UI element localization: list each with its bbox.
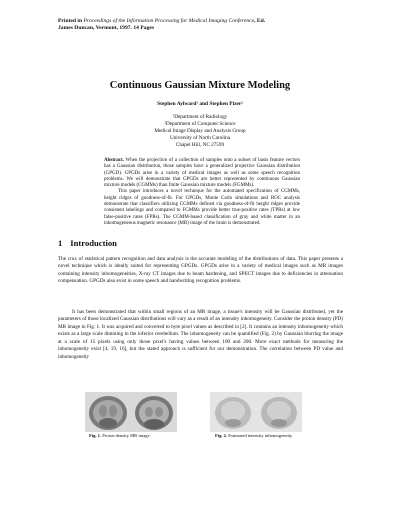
affiliation-line: University of North Carolina xyxy=(169,135,231,142)
body-paragraph xyxy=(58,256,343,286)
section-number: 1 xyxy=(58,238,63,248)
publication-note-line-2: James Duncan, Vermont, 1997. 14 Pages xyxy=(58,25,155,32)
abstract-text-1: When the projection of a collection of samples onto a subset of basis feature vectors has a Gaussian distribution, those samples have a generalized projective Gaussian distribution (GPGD). GPGDs arise in a variety of medical images as well as some speech recognition problems. We will demonstrate that GPGDs are better represented by continuous Gaussian mixture models (CGMMs) than finite Gaussian mixture models (FGMMs). xyxy=(104,158,300,189)
figure-2-inhomogeneity-image xyxy=(210,392,302,432)
body-paragraph xyxy=(58,309,343,361)
inhomogeneity-map-image xyxy=(210,392,302,432)
affiliation-line: Medical Image Display and Analysis Group xyxy=(154,128,246,135)
authors: Stephen Aylward¹ and Stephen Pizer² xyxy=(157,101,243,107)
figure-1-caption xyxy=(89,433,150,438)
affiliations xyxy=(0,114,400,149)
abstract-label: Abstract. xyxy=(104,158,124,163)
affiliation-line: ²Department of Computer Science xyxy=(164,121,236,128)
editor-label: , Ed. xyxy=(254,18,266,24)
proceedings-name: Proceedings of the Information Processing for Medical Imaging Conference xyxy=(83,18,255,24)
publication-note-line-1 xyxy=(58,18,358,25)
printed-in-label: Printed in xyxy=(58,18,83,24)
brain-mri-slices-image xyxy=(85,392,177,432)
figure-1-label: Fig. 1. xyxy=(89,433,102,438)
publication-note xyxy=(58,18,358,33)
figure-1-caption-text: Proton density MR image xyxy=(102,433,150,438)
figure-1-mri-image xyxy=(85,392,177,432)
body-paragraph-text: It has been demonstrated that within small regions of an MR image, a tissue's intensity will be Gaussian distributed, yet the parameters of those localized Gaussian distributions will vary as a result of an intensity inhomogeneity. Consider the proton density (PD) MR image in Fig. 1. It was acquired and converted to byte pixel values as described in [2]. It contains an intensity inhomogeneity which exists as a large scale dimming in the inferior cerebellum. The inhomogeneity can be quantified (Fig. 2) by Gaussian blurring the image at a scale of 15 pixels using only those pixel's having values between 100 and 200. More exact methods for measuring the inhomogeneity exist [4, 19, 16], but the stated approach is sufficient for our demonstration. The correlation between PD value and inhomogeneity xyxy=(58,309,343,360)
section-heading xyxy=(58,238,117,248)
body-paragraph-text: The crux of statistical pattern recognition and data analysis is the accurate modeling of the distributions of data. This paper presents a novel technique which is ideally suited for representing GPGDs. GPGDs arise in a variety of medical images such as MR images containing intensity inhomogeneities, X-ray CT images due to beam hardening, and SPECT images due to deficiencies in attenuation compensation. GPGDs also exist in some speech and handwriting recognition problems. xyxy=(58,256,343,285)
affiliation-line: Chapel Hill, NC 27599 xyxy=(175,142,225,149)
section-title: Introduction xyxy=(70,238,117,248)
affiliation-line: ¹Department of Radiology xyxy=(172,114,228,120)
figure-2-caption-text: Estimated intensity inhomogeneity xyxy=(228,433,293,438)
abstract xyxy=(104,158,300,227)
abstract-paragraph-1 xyxy=(104,158,300,189)
paper-title: Continuous Gaussian Mixture Modeling xyxy=(109,80,291,91)
abstract-paragraph-2: This paper introduces a novel technique for the automated specification of CGMMs, height ridges of goodness-of-fit. For GPGDs, Monte Carlo simulations and ROC analysis demonstrate that classifiers utilizing CGMMs defined via goodness-of-fit height ridges provide consistent labelings and compared to FGMMs provide better true-positive rates (TPRs) at low false-positive rates (FPRs). The CGMM-based classification of gray and white matter in an inhomogeneous magnetic resonance (MR) image of the brain is demonstrated. xyxy=(104,189,300,226)
figure-row xyxy=(85,392,315,447)
figure-2-caption xyxy=(215,433,292,438)
figure-2-label: Fig. 2. xyxy=(215,433,228,438)
